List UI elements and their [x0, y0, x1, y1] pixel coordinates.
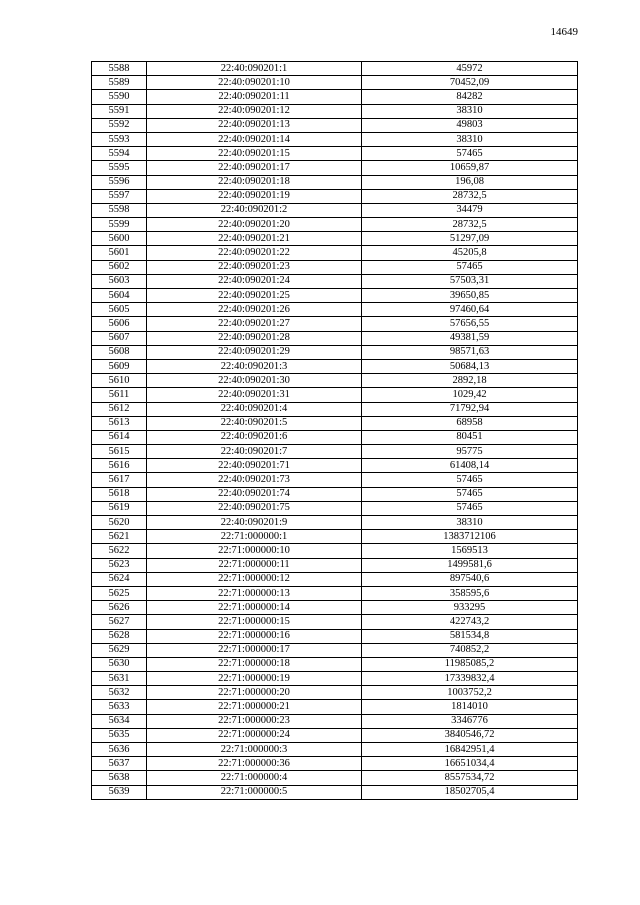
table-row [92, 374, 578, 388]
row-number-cell: 5639 [92, 785, 147, 799]
cadastral-number-cell: 22:40:090201:29 [147, 345, 362, 359]
cadastral-number-cell: 22:71:000000:3 [147, 743, 362, 757]
table-row [92, 530, 578, 544]
table-row [92, 757, 578, 771]
row-number-cell: 5611 [92, 388, 147, 402]
cadastral-number-cell: 22:40:090201:27 [147, 317, 362, 331]
table-row [92, 615, 578, 629]
value-cell: 34479 [362, 203, 578, 217]
row-number-cell: 5598 [92, 203, 147, 217]
cadastral-number-cell: 22:40:090201:13 [147, 118, 362, 132]
cadastral-number-cell: 22:40:090201:18 [147, 175, 362, 189]
value-cell: 68958 [362, 416, 578, 430]
value-cell: 57465 [362, 473, 578, 487]
row-number-cell: 5630 [92, 657, 147, 671]
row-number-cell: 5627 [92, 615, 147, 629]
value-cell: 49381,59 [362, 331, 578, 345]
value-cell: 57656,55 [362, 317, 578, 331]
table-row [92, 246, 578, 260]
table-row [92, 161, 578, 175]
table-row [92, 714, 578, 728]
value-cell: 1569513 [362, 544, 578, 558]
row-number-cell: 5621 [92, 530, 147, 544]
row-number-cell: 5593 [92, 132, 147, 146]
value-cell: 897540,6 [362, 572, 578, 586]
value-cell: 196,08 [362, 175, 578, 189]
table-row [92, 104, 578, 118]
data-table [91, 61, 578, 800]
table-row [92, 743, 578, 757]
value-cell: 39650,85 [362, 289, 578, 303]
table-row [92, 785, 578, 799]
value-cell: 358595,6 [362, 586, 578, 600]
cadastral-number-cell: 22:40:090201:17 [147, 161, 362, 175]
row-number-cell: 5604 [92, 289, 147, 303]
table-row [92, 430, 578, 444]
value-cell: 49803 [362, 118, 578, 132]
table-row [92, 147, 578, 161]
row-number-cell: 5635 [92, 728, 147, 742]
value-cell: 50684,13 [362, 359, 578, 373]
value-cell: 95775 [362, 445, 578, 459]
cadastral-number-cell: 22:40:090201:73 [147, 473, 362, 487]
table-row [92, 586, 578, 600]
cadastral-number-cell: 22:40:090201:7 [147, 445, 362, 459]
row-number-cell: 5638 [92, 771, 147, 785]
table-row [92, 260, 578, 274]
table-row [92, 572, 578, 586]
value-cell: 16651034,4 [362, 757, 578, 771]
value-cell: 933295 [362, 601, 578, 615]
value-cell: 61408,14 [362, 459, 578, 473]
value-cell: 11985085,2 [362, 657, 578, 671]
table-row [92, 558, 578, 572]
value-cell: 45972 [362, 62, 578, 76]
row-number-cell: 5591 [92, 104, 147, 118]
table-row [92, 601, 578, 615]
value-cell: 28732,5 [362, 218, 578, 232]
cadastral-number-cell: 22:40:090201:20 [147, 218, 362, 232]
table-row [92, 445, 578, 459]
row-number-cell: 5590 [92, 90, 147, 104]
row-number-cell: 5628 [92, 629, 147, 643]
cadastral-number-cell: 22:40:090201:21 [147, 232, 362, 246]
cadastral-number-cell: 22:71:000000:16 [147, 629, 362, 643]
row-number-cell: 5610 [92, 374, 147, 388]
value-cell: 3346776 [362, 714, 578, 728]
value-cell: 57503,31 [362, 274, 578, 288]
table-row [92, 317, 578, 331]
table-row [92, 218, 578, 232]
row-number-cell: 5629 [92, 643, 147, 657]
cadastral-number-cell: 22:71:000000:12 [147, 572, 362, 586]
table-row [92, 416, 578, 430]
table-row [92, 331, 578, 345]
table-row [92, 274, 578, 288]
row-number-cell: 5607 [92, 331, 147, 345]
table-row [92, 189, 578, 203]
cadastral-number-cell: 22:71:000000:4 [147, 771, 362, 785]
value-cell: 38310 [362, 104, 578, 118]
value-cell: 45205,8 [362, 246, 578, 260]
value-cell: 1383712106 [362, 530, 578, 544]
value-cell: 422743,2 [362, 615, 578, 629]
table-row [92, 629, 578, 643]
cadastral-number-cell: 22:71:000000:36 [147, 757, 362, 771]
table-row [92, 700, 578, 714]
cadastral-number-cell: 22:71:000000:13 [147, 586, 362, 600]
cadastral-number-cell: 22:40:090201:23 [147, 260, 362, 274]
cadastral-number-cell: 22:71:000000:18 [147, 657, 362, 671]
cadastral-number-cell: 22:40:090201:1 [147, 62, 362, 76]
value-cell: 740852,2 [362, 643, 578, 657]
cadastral-number-cell: 22:40:090201:26 [147, 303, 362, 317]
row-number-cell: 5633 [92, 700, 147, 714]
table-row [92, 728, 578, 742]
value-cell: 57465 [362, 501, 578, 515]
row-number-cell: 5599 [92, 218, 147, 232]
table-row [92, 516, 578, 530]
cadastral-number-cell: 22:40:090201:31 [147, 388, 362, 402]
row-number-cell: 5605 [92, 303, 147, 317]
row-number-cell: 5589 [92, 76, 147, 90]
row-number-cell: 5602 [92, 260, 147, 274]
value-cell: 57465 [362, 487, 578, 501]
row-number-cell: 5618 [92, 487, 147, 501]
cadastral-number-cell: 22:40:090201:9 [147, 516, 362, 530]
cadastral-number-cell: 22:40:090201:71 [147, 459, 362, 473]
row-number-cell: 5622 [92, 544, 147, 558]
cadastral-number-cell: 22:40:090201:74 [147, 487, 362, 501]
table-row [92, 657, 578, 671]
row-number-cell: 5594 [92, 147, 147, 161]
table-row [92, 544, 578, 558]
cadastral-number-cell: 22:40:090201:75 [147, 501, 362, 515]
cadastral-number-cell: 22:71:000000:21 [147, 700, 362, 714]
value-cell: 1499581,6 [362, 558, 578, 572]
value-cell: 38310 [362, 132, 578, 146]
value-cell: 28732,5 [362, 189, 578, 203]
value-cell: 84282 [362, 90, 578, 104]
cadastral-number-cell: 22:71:000000:24 [147, 728, 362, 742]
cadastral-number-cell: 22:71:000000:1 [147, 530, 362, 544]
cadastral-number-cell: 22:71:000000:10 [147, 544, 362, 558]
row-number-cell: 5634 [92, 714, 147, 728]
row-number-cell: 5608 [92, 345, 147, 359]
cadastral-number-cell: 22:71:000000:14 [147, 601, 362, 615]
value-cell: 1814010 [362, 700, 578, 714]
cadastral-number-cell: 22:40:090201:11 [147, 90, 362, 104]
page-number: 14649 [550, 26, 578, 38]
value-cell: 1029,42 [362, 388, 578, 402]
value-cell: 70452,09 [362, 76, 578, 90]
value-cell: 2892,18 [362, 374, 578, 388]
table-row [92, 175, 578, 189]
cadastral-number-cell: 22:40:090201:22 [147, 246, 362, 260]
value-cell: 80451 [362, 430, 578, 444]
table-row [92, 76, 578, 90]
row-number-cell: 5595 [92, 161, 147, 175]
table-row [92, 303, 578, 317]
row-number-cell: 5600 [92, 232, 147, 246]
row-number-cell: 5596 [92, 175, 147, 189]
value-cell: 10659,87 [362, 161, 578, 175]
cadastral-number-cell: 22:40:090201:28 [147, 331, 362, 345]
value-cell: 38310 [362, 516, 578, 530]
row-number-cell: 5613 [92, 416, 147, 430]
table-row [92, 771, 578, 785]
value-cell: 98571,63 [362, 345, 578, 359]
table-row [92, 501, 578, 515]
row-number-cell: 5615 [92, 445, 147, 459]
cadastral-number-cell: 22:40:090201:19 [147, 189, 362, 203]
table-row [92, 289, 578, 303]
row-number-cell: 5626 [92, 601, 147, 615]
cadastral-number-cell: 22:71:000000:5 [147, 785, 362, 799]
table-row [92, 118, 578, 132]
value-cell: 3840546,72 [362, 728, 578, 742]
table-row [92, 359, 578, 373]
row-number-cell: 5623 [92, 558, 147, 572]
value-cell: 51297,09 [362, 232, 578, 246]
table-row [92, 402, 578, 416]
table-row [92, 459, 578, 473]
row-number-cell: 5617 [92, 473, 147, 487]
cadastral-number-cell: 22:40:090201:24 [147, 274, 362, 288]
table-row [92, 388, 578, 402]
value-cell: 71792,94 [362, 402, 578, 416]
cadastral-number-cell: 22:71:000000:19 [147, 672, 362, 686]
cadastral-number-cell: 22:40:090201:3 [147, 359, 362, 373]
table-row [92, 686, 578, 700]
row-number-cell: 5601 [92, 246, 147, 260]
cadastral-number-cell: 22:40:090201:14 [147, 132, 362, 146]
cadastral-number-cell: 22:40:090201:25 [147, 289, 362, 303]
cadastral-number-cell: 22:71:000000:17 [147, 643, 362, 657]
cadastral-number-cell: 22:40:090201:4 [147, 402, 362, 416]
table-row [92, 62, 578, 76]
row-number-cell: 5637 [92, 757, 147, 771]
cadastral-number-cell: 22:40:090201:2 [147, 203, 362, 217]
row-number-cell: 5614 [92, 430, 147, 444]
row-number-cell: 5588 [92, 62, 147, 76]
value-cell: 8557534,72 [362, 771, 578, 785]
table-body [92, 62, 578, 800]
row-number-cell: 5631 [92, 672, 147, 686]
cadastral-number-cell: 22:40:090201:15 [147, 147, 362, 161]
table-row [92, 203, 578, 217]
table-row [92, 643, 578, 657]
table-row [92, 345, 578, 359]
value-cell: 16842951,4 [362, 743, 578, 757]
row-number-cell: 5597 [92, 189, 147, 203]
value-cell: 97460,64 [362, 303, 578, 317]
row-number-cell: 5609 [92, 359, 147, 373]
row-number-cell: 5616 [92, 459, 147, 473]
value-cell: 57465 [362, 147, 578, 161]
cadastral-number-cell: 22:40:090201:6 [147, 430, 362, 444]
cadastral-number-cell: 22:40:090201:30 [147, 374, 362, 388]
table-row [92, 672, 578, 686]
table-row [92, 232, 578, 246]
cadastral-number-cell: 22:40:090201:10 [147, 76, 362, 90]
value-cell: 57465 [362, 260, 578, 274]
table-row [92, 487, 578, 501]
row-number-cell: 5636 [92, 743, 147, 757]
row-number-cell: 5606 [92, 317, 147, 331]
cadastral-number-cell: 22:71:000000:23 [147, 714, 362, 728]
cadastral-number-cell: 22:71:000000:20 [147, 686, 362, 700]
row-number-cell: 5592 [92, 118, 147, 132]
table-row [92, 90, 578, 104]
row-number-cell: 5612 [92, 402, 147, 416]
cadastral-number-cell: 22:71:000000:15 [147, 615, 362, 629]
row-number-cell: 5632 [92, 686, 147, 700]
row-number-cell: 5603 [92, 274, 147, 288]
table-row [92, 132, 578, 146]
value-cell: 17339832,4 [362, 672, 578, 686]
cadastral-number-cell: 22:71:000000:11 [147, 558, 362, 572]
value-cell: 1003752,2 [362, 686, 578, 700]
value-cell: 18502705,4 [362, 785, 578, 799]
row-number-cell: 5619 [92, 501, 147, 515]
value-cell: 581534,8 [362, 629, 578, 643]
cadastral-number-cell: 22:40:090201:12 [147, 104, 362, 118]
row-number-cell: 5625 [92, 586, 147, 600]
table-row [92, 473, 578, 487]
row-number-cell: 5624 [92, 572, 147, 586]
cadastral-number-cell: 22:40:090201:5 [147, 416, 362, 430]
row-number-cell: 5620 [92, 516, 147, 530]
